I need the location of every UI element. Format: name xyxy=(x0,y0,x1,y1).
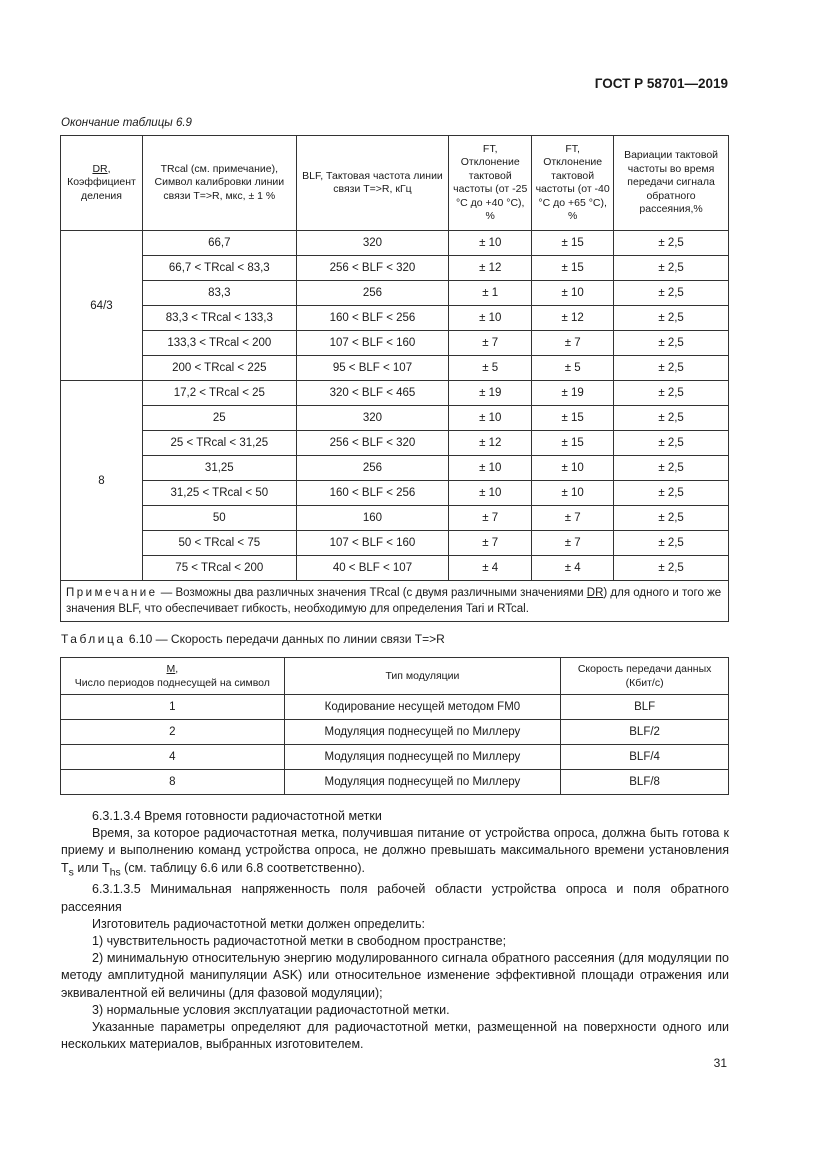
ft2-cell: ± 19 xyxy=(532,381,614,406)
modulation-cell: Кодирование несущей методом FM0 xyxy=(284,695,561,720)
table-header-row xyxy=(61,658,729,695)
table-row xyxy=(61,556,729,581)
ft1-cell: ± 10 xyxy=(449,481,532,506)
page-number: 31 xyxy=(713,1056,727,1070)
variation-cell: ± 2,5 xyxy=(614,431,729,456)
table-row xyxy=(61,506,729,531)
ft1-cell: ± 10 xyxy=(449,231,532,256)
trcal-cell: 66,7 xyxy=(142,231,296,256)
table-note: Примечание — Возможны два различных значения TRcal (с двумя различными значениями DR) для одного и того же значения BLF, что обеспечивает гибкость, необходимую для определения Tari и RTcal. xyxy=(61,581,729,622)
blf-cell: 160 < BLF < 256 xyxy=(296,481,449,506)
trcal-cell: 31,25 xyxy=(142,456,296,481)
header-blf: BLF, Тактовая частота линии связи T=>R, кГц xyxy=(296,136,449,231)
ft1-cell: ± 12 xyxy=(449,431,532,456)
header-m: M, Число периодов поднесущей на символ xyxy=(61,658,285,695)
ft2-cell: ± 10 xyxy=(532,481,614,506)
trcal-cell: 75 < TRcal < 200 xyxy=(142,556,296,581)
rate-cell: BLF/2 xyxy=(561,720,729,745)
table-6-10 xyxy=(60,657,729,795)
dr-cell: 64/3 xyxy=(61,231,143,381)
paragraph: Указанные параметры определяют для радиочастотной метки, размещенной на поверхности одного или нескольких материалов, выбранных изготовителем. xyxy=(61,1019,729,1052)
variation-cell: ± 2,5 xyxy=(614,531,729,556)
rate-cell: BLF/8 xyxy=(561,770,729,795)
ft2-cell: ± 10 xyxy=(532,281,614,306)
table-6-9 xyxy=(60,135,729,622)
header-variation: Вариации тактовой частоты во время передачи сигнала обратного рассеяния,% xyxy=(614,136,729,231)
ft1-cell: ± 7 xyxy=(449,531,532,556)
ft2-cell: ± 4 xyxy=(532,556,614,581)
ft1-cell: ± 7 xyxy=(449,331,532,356)
trcal-cell: 83,3 xyxy=(142,281,296,306)
trcal-cell: 66,7 < TRcal < 83,3 xyxy=(142,256,296,281)
table-row xyxy=(61,456,729,481)
dr-cell: 8 xyxy=(61,381,143,581)
blf-cell: 160 < BLF < 256 xyxy=(296,306,449,331)
ft2-cell: ± 5 xyxy=(532,356,614,381)
list-item: 1) чувствительность радиочастотной метки в свободном пространстве; xyxy=(92,933,507,948)
blf-cell: 160 xyxy=(296,506,449,531)
blf-cell: 320 xyxy=(296,231,449,256)
header-ft-range2: FT, Отклонение тактовой частоты (от -40 °С до +65 °С), % xyxy=(532,136,614,231)
trcal-cell: 25 xyxy=(142,406,296,431)
rate-cell: BLF/4 xyxy=(561,745,729,770)
body-text xyxy=(61,808,729,1053)
header-modulation: Тип модуляции xyxy=(284,658,561,695)
modulation-cell: Модуляция поднесущей по Миллеру xyxy=(284,720,561,745)
table-row xyxy=(61,481,729,506)
variation-cell: ± 2,5 xyxy=(614,381,729,406)
ft1-cell: ± 10 xyxy=(449,306,532,331)
trcal-cell: 25 < TRcal < 31,25 xyxy=(142,431,296,456)
blf-cell: 256 < BLF < 320 xyxy=(296,431,449,456)
m-cell: 8 xyxy=(61,770,285,795)
variation-cell: ± 2,5 xyxy=(614,306,729,331)
table-row xyxy=(61,381,729,406)
table-row xyxy=(61,231,729,256)
ft2-cell: ± 15 xyxy=(532,431,614,456)
document-code: ГОСТ Р 58701—2019 xyxy=(594,76,728,91)
ft1-cell: ± 7 xyxy=(449,506,532,531)
ft2-cell: ± 12 xyxy=(532,306,614,331)
ft2-cell: ± 10 xyxy=(532,456,614,481)
table-row xyxy=(61,531,729,556)
blf-cell: 320 < BLF < 465 xyxy=(296,381,449,406)
table-row xyxy=(61,306,729,331)
table-row xyxy=(61,695,729,720)
table-row xyxy=(61,431,729,456)
header-ft-range1: FT, Отклонение тактовой частоты (от -25 °С до +40 °С), % xyxy=(449,136,532,231)
ft1-cell: ± 5 xyxy=(449,356,532,381)
ft1-cell: ± 12 xyxy=(449,256,532,281)
section-heading-6-3-1-3-4: 6.3.1.3.4 Время готовности радиочастотной метки xyxy=(92,809,382,823)
variation-cell: ± 2,5 xyxy=(614,356,729,381)
ft1-cell: ± 19 xyxy=(449,381,532,406)
m-cell: 1 xyxy=(61,695,285,720)
table-row xyxy=(61,256,729,281)
ft2-cell: ± 15 xyxy=(532,256,614,281)
table-row xyxy=(61,331,729,356)
ft2-cell: ± 7 xyxy=(532,506,614,531)
paragraph: Время, за которое радиочастотная метка, получившая питание от устройства опроса, должна быть готова к приему и выполнению команд устройства опроса, не должно превышать максимального времени установления $T_s$ или $T_{hs}$ (см. таблицу 6.6 или 6.8 соответственно). xyxy=(61,826,729,879)
list-item: 2) минимальную относительную энергию модулированного сигнала обратного рассеяния (для модуляции по методу амплитудной манипуляции ASK) или относительное изменение эффективной площади отражения или эквивалентной ей величины (для фазовой модуляции); xyxy=(61,951,729,1000)
section-heading-6-3-1-3-5: 6.3.1.3.5 Минимальная напряженность поля рабочей области устройства опроса и поля обратного рассеяния xyxy=(61,882,729,914)
table-row xyxy=(61,406,729,431)
ft1-cell: ± 10 xyxy=(449,406,532,431)
variation-cell: ± 2,5 xyxy=(614,256,729,281)
ft1-cell: ± 1 xyxy=(449,281,532,306)
header-dr: DR, Коэффициент деления xyxy=(61,136,143,231)
blf-cell: 107 < BLF < 160 xyxy=(296,531,449,556)
variation-cell: ± 2,5 xyxy=(614,556,729,581)
table-row xyxy=(61,281,729,306)
table-6-10-title: Таблица 6.10 — Скорость передачи данных по линии связи T=>R xyxy=(61,632,445,646)
variation-cell: ± 2,5 xyxy=(614,506,729,531)
table-row xyxy=(61,770,729,795)
blf-cell: 256 xyxy=(296,456,449,481)
trcal-cell: 31,25 < TRcal < 50 xyxy=(142,481,296,506)
modulation-cell: Модуляция поднесущей по Миллеру xyxy=(284,745,561,770)
trcal-cell: 17,2 < TRcal < 25 xyxy=(142,381,296,406)
ft2-cell: ± 7 xyxy=(532,331,614,356)
ft1-cell: ± 4 xyxy=(449,556,532,581)
trcal-cell: 200 < TRcal < 225 xyxy=(142,356,296,381)
variation-cell: ± 2,5 xyxy=(614,406,729,431)
ft2-cell: ± 7 xyxy=(532,531,614,556)
list-item: 3) нормальные условия эксплуатации радиочастотной метки. xyxy=(92,1002,450,1017)
trcal-cell: 50 xyxy=(142,506,296,531)
m-cell: 2 xyxy=(61,720,285,745)
header-trcal: TRcal (см. примечание), Символ калибровки линии связи T=>R, мкс, ± 1 % xyxy=(142,136,296,231)
blf-cell: 40 < BLF < 107 xyxy=(296,556,449,581)
variation-cell: ± 2,5 xyxy=(614,481,729,506)
m-cell: 4 xyxy=(61,745,285,770)
variation-cell: ± 2,5 xyxy=(614,331,729,356)
table-row xyxy=(61,745,729,770)
table-header-row xyxy=(61,136,729,231)
variation-cell: ± 2,5 xyxy=(614,281,729,306)
header-rate: Скорость передачи данных (Кбит/с) xyxy=(561,658,729,695)
trcal-cell: 133,3 < TRcal < 200 xyxy=(142,331,296,356)
blf-cell: 256 < BLF < 320 xyxy=(296,256,449,281)
table-note-row xyxy=(61,581,729,622)
trcal-cell: 50 < TRcal < 75 xyxy=(142,531,296,556)
blf-cell: 320 xyxy=(296,406,449,431)
modulation-cell: Модуляция поднесущей по Миллеру xyxy=(284,770,561,795)
trcal-cell: 83,3 < TRcal < 133,3 xyxy=(142,306,296,331)
blf-cell: 107 < BLF < 160 xyxy=(296,331,449,356)
variation-cell: ± 2,5 xyxy=(614,231,729,256)
blf-cell: 256 xyxy=(296,281,449,306)
ft1-cell: ± 10 xyxy=(449,456,532,481)
rate-cell: BLF xyxy=(561,695,729,720)
blf-cell: 95 < BLF < 107 xyxy=(296,356,449,381)
table-6-9-caption: Окончание таблицы 6.9 xyxy=(61,117,192,129)
variation-cell: ± 2,5 xyxy=(614,456,729,481)
table-row xyxy=(61,720,729,745)
ft2-cell: ± 15 xyxy=(532,231,614,256)
paragraph: Изготовитель радиочастотной метки должен определить: xyxy=(92,916,426,931)
table-row xyxy=(61,356,729,381)
ft2-cell: ± 15 xyxy=(532,406,614,431)
